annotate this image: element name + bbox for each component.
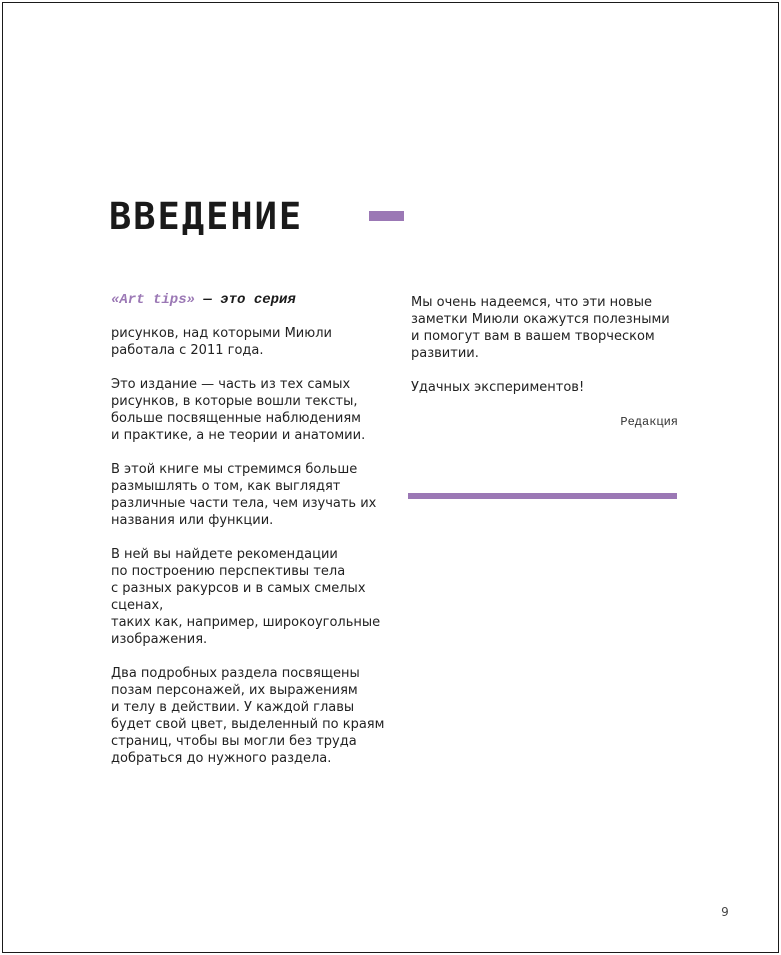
accent-divider — [408, 493, 677, 499]
page-number: 9 — [721, 905, 729, 919]
title-accent-bar — [369, 211, 404, 221]
intro-accent-text: «Art tips» — [111, 292, 196, 308]
paragraph: Два подробных раздела посвящены позам персонажей, их выражениям и телу в действии. У каждой главы будет свой цвет, выделенный по краям страниц, чтобы вы могли без труда добраться до нужного раздела. — [111, 666, 385, 766]
signature: Редакция — [620, 415, 678, 429]
paragraph: В этой книге мы стремимся больше размышлять о том, как выглядят различные части тела, чем изучать их названия или функции. — [111, 462, 377, 528]
paragraph: Мы очень надеемся, что эти новые заметки Миюли окажутся полезными и помогут вам в вашем творческом развитии. — [411, 295, 670, 361]
paragraph: В ней вы найдете рекомендации по построению перспективы тела с разных ракурсов и в самых смелых сценах, таких как, например, широкоугольные изображения. — [111, 547, 381, 647]
right-column — [411, 294, 691, 413]
book-page — [2, 2, 779, 953]
paragraph: рисунков, над которыми Миюли работала с 2011 года. — [111, 326, 332, 358]
paragraph: Удачных экспериментов! — [411, 380, 585, 395]
page-title: ВВЕДЕНИЕ — [109, 195, 304, 238]
left-column — [111, 325, 401, 784]
intro-lead — [111, 291, 296, 309]
paragraph: Это издание — часть из тех самых рисунков, в которые вошли тексты, больше посвященные наблюдениям и практике, а не теории и анатомии. — [111, 377, 366, 443]
intro-rest-text: — это серия — [195, 292, 296, 308]
